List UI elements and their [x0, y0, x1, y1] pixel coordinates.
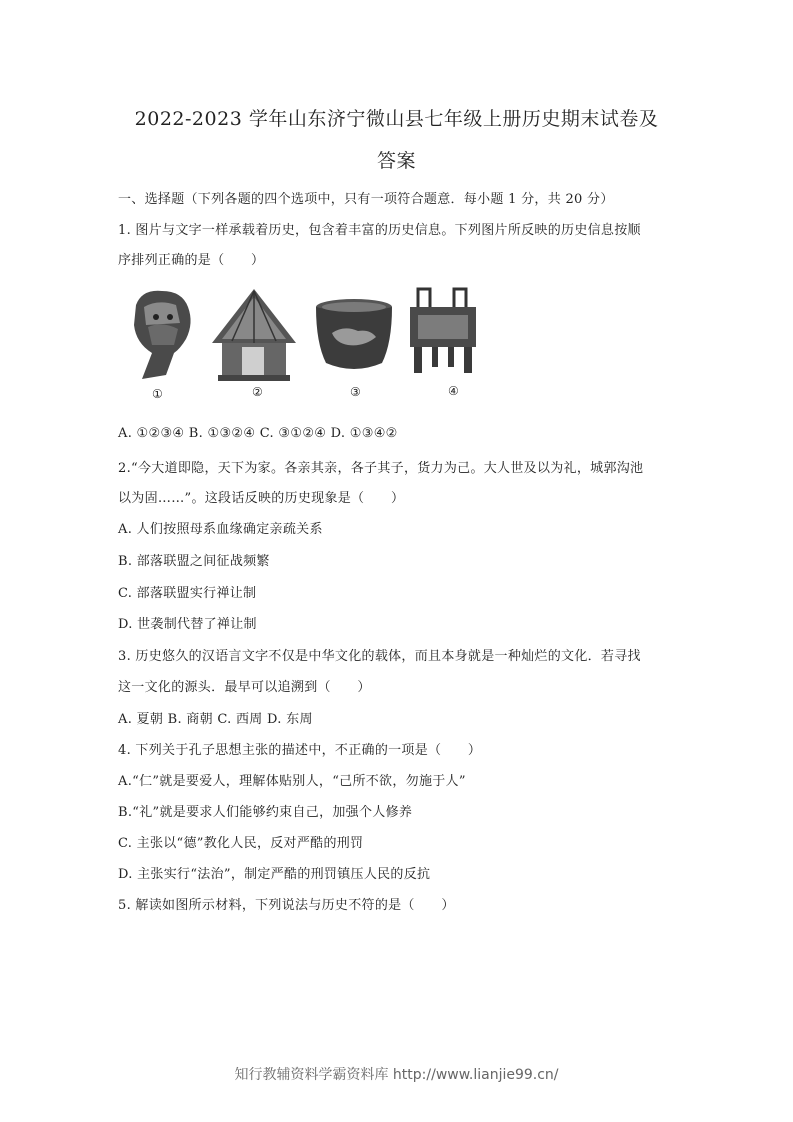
q1-stem-line2: 序排列正确的是（ ）: [118, 253, 265, 268]
exam-title-line1: 2022-2023 学年山东济宁微山县七年级上册历史期末试卷及: [134, 108, 659, 130]
footer-source-text: 知行教辅资料学霸资料库 http://www.lianjie99.cn/: [234, 1067, 559, 1083]
banpo-hut-image: [212, 289, 296, 381]
q1-artifact-figure: [122, 283, 498, 405]
pottery-basin-image: [316, 299, 392, 369]
q2-option-d: D. 世袭制代替了禅让制: [118, 617, 257, 632]
exam-title-line2: 答案: [376, 150, 416, 172]
q5-stem: 5. 解读如图所示材料，下列说法与历史不符的是（ ）: [118, 898, 455, 913]
q2-option-a: A. 人们按照母系血缘确定亲疏关系: [118, 522, 323, 537]
q4-option-b: B.“礼”就是要求人们能够约束自己，加强个人修养: [118, 805, 413, 820]
figure-label: ③: [350, 385, 361, 399]
q2-option-b: B. 部落联盟之间征战频繁: [118, 554, 270, 569]
q3-stem-line2: 这一文化的源头．最早可以追溯到（ ）: [118, 680, 371, 695]
peking-man-head-image: [134, 291, 191, 379]
figure-label: ①: [152, 387, 163, 401]
q2-stem-line2: 以为固……”。这段话反映的历史现象是（ ）: [118, 491, 405, 506]
q2-option-c: C. 部落联盟实行禅让制: [118, 586, 257, 601]
section-heading: 一、选择题（下列各题的四个选项中，只有一项符合题意．每小题 1 分，共 20 分）: [118, 192, 614, 207]
q4-option-d: D. 主张实行“法治”，制定严酷的刑罚镇压人民的反抗: [118, 867, 431, 882]
q1-options: A. ①②③④ B. ①③②④ C. ③①②④ D. ①③④②: [118, 426, 398, 441]
q3-options: A. 夏朝 B. 商朝 C. 西周 D. 东周: [118, 712, 313, 727]
q3-stem-line1: 3. 历史悠久的汉语言文字不仅是中华文化的载体，而且本身就是一种灿烂的文化．若寻找: [118, 649, 641, 664]
q4-option-c: C. 主张以“德”教化人民，反对严酷的刑罚: [118, 836, 364, 851]
bronze-ding-image: [410, 289, 476, 373]
figure-label: ④: [448, 384, 459, 398]
q4-option-a: A.“仁”就是要爱人，理解体贴别人，“己所不欲，勿施于人”: [118, 774, 466, 789]
q4-stem: 4. 下列关于孔子思想主张的描述中，不正确的一项是（ ）: [118, 743, 482, 758]
figure-label: ②: [252, 385, 263, 399]
q2-stem-line1: 2.“今大道即隐，天下为家。各亲其亲，各子其子，货力为己。大人世及以为礼，城郭沟池: [118, 461, 644, 476]
q1-stem-line1: 1. 图片与文字一样承载着历史，包含着丰富的历史信息。下列图片所反映的历史信息按顺: [118, 223, 641, 238]
